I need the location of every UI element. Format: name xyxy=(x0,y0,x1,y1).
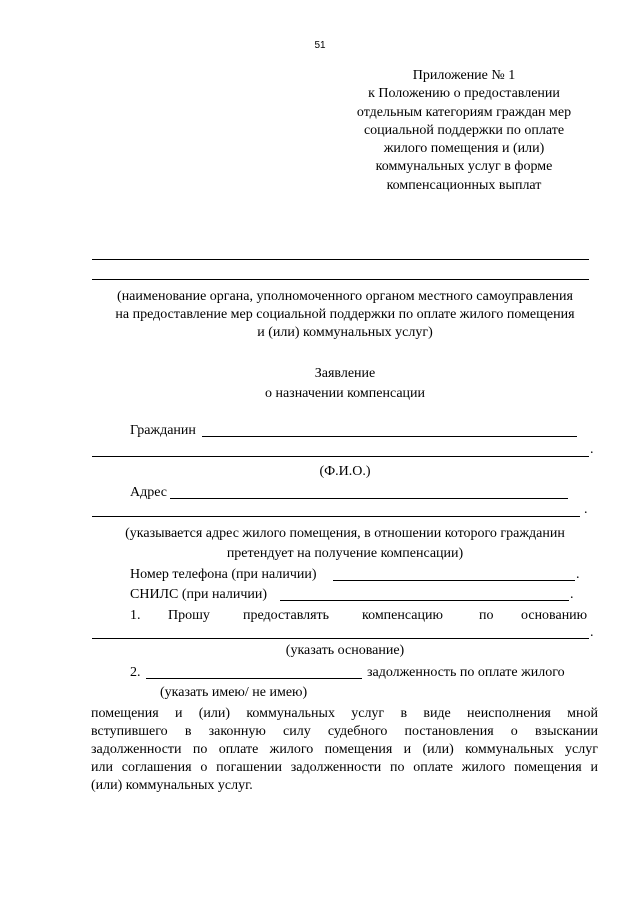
fio-caption: (Ф.И.О.) xyxy=(319,464,371,479)
item-1-word: предоставлять xyxy=(243,608,330,623)
debt-status-caption: (указать имею/ не имею) xyxy=(160,685,308,700)
authority-caption: и (или) коммунальных услуг) xyxy=(257,325,433,340)
item-1-number: 1. xyxy=(130,608,141,623)
citizen-name-field[interactable] xyxy=(202,436,577,437)
debt-status-field[interactable] xyxy=(146,678,362,679)
address-field[interactable] xyxy=(170,498,568,499)
document-title: Заявление xyxy=(314,366,376,381)
period: . xyxy=(584,502,588,517)
item-2-number: 2. xyxy=(130,665,141,680)
citizen-label: Гражданин xyxy=(130,423,196,438)
appendix-line: компенсационных выплат xyxy=(386,177,542,193)
item-2-tail: задолженность по оплате жилого xyxy=(367,665,565,680)
document-subtitle: о назначении компенсации xyxy=(264,386,426,401)
address-field-line-2[interactable] xyxy=(92,516,580,517)
appendix-line: жилого помещения и (или) xyxy=(383,141,545,157)
paragraph-line: задолженности по оплате жилого помещения и (или) коммунальных услуг xyxy=(91,742,598,757)
appendix-line: социальной поддержки по оплате xyxy=(363,122,565,138)
address-caption: претендует на получение компенсации) xyxy=(226,546,464,561)
page-number: 51 xyxy=(314,40,326,51)
address-caption: (указывается адрес жилого помещения, в отношении которого гражданин xyxy=(125,526,565,541)
paragraph-line: вступившего в законную силу судебного постановления о взыскании xyxy=(91,724,598,739)
phone-field[interactable] xyxy=(333,580,575,581)
period: . xyxy=(576,567,580,582)
authority-caption: на предоставление мер социальной поддержки по оплате жилого помещения xyxy=(115,307,575,322)
appendix-line: отдельным категориям граждан мер xyxy=(356,104,572,120)
paragraph-line: или соглашения о погашении задолженности по оплате жилого помещения и xyxy=(91,760,598,775)
item-1-word: основанию xyxy=(521,608,588,623)
period: . xyxy=(570,587,574,602)
snils-label: СНИЛС (при наличии) xyxy=(130,587,268,602)
authority-caption: (наименование органа, уполномоченного органом местного самоуправления xyxy=(117,289,573,304)
basis-field[interactable] xyxy=(92,638,589,639)
appendix-block xyxy=(332,67,596,195)
paragraph-line: помещения и (или) коммунальных услуг в виде неисполнения мной xyxy=(91,706,598,721)
address-label: Адрес xyxy=(130,485,168,500)
snils-field[interactable] xyxy=(280,600,569,601)
item-1-word: по xyxy=(479,608,494,623)
basis-caption: (указать основание) xyxy=(285,643,405,658)
item-1-word: Прошу xyxy=(168,608,210,623)
authority-field-line-2[interactable] xyxy=(92,279,589,280)
period: . xyxy=(590,625,594,640)
appendix-line: Приложение № 1 xyxy=(412,68,516,83)
authority-field-line-1[interactable] xyxy=(92,259,589,260)
appendix-line: коммунальных услуг в форме xyxy=(375,159,553,175)
paragraph-line: (или) коммунальных услуг. xyxy=(91,778,253,793)
appendix-line: к Положению о предоставлении xyxy=(368,86,560,102)
period: . xyxy=(590,442,594,457)
citizen-name-field-line-2[interactable] xyxy=(92,456,589,457)
phone-label: Номер телефона (при наличии) xyxy=(130,567,317,582)
item-1-word: компенсацию xyxy=(362,608,443,623)
